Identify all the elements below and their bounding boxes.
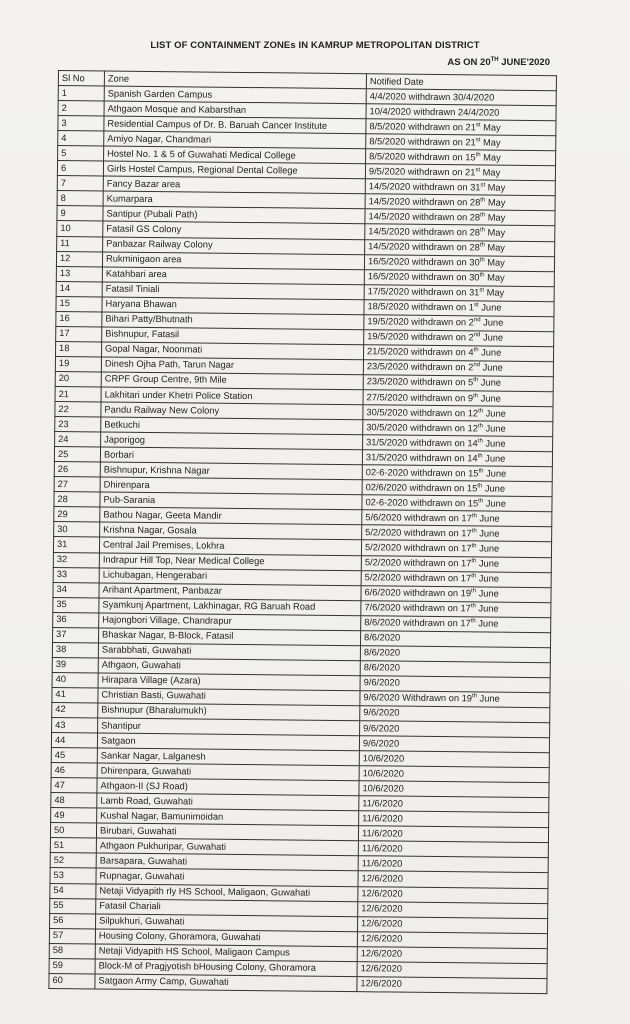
row-zone: Bishnupur, Krishna Nagar [100,462,362,480]
date-text: 16/5/2020 withdrawn on 30 [367,271,480,283]
date-month: June [482,483,506,494]
date-text: 31/5/2020 withdrawn on 14 [365,451,478,464]
row-sl-no: 6 [57,161,103,177]
date-month: June [483,408,506,419]
date-ordinal: th [477,422,483,429]
date-month: May [484,242,506,253]
date-month: June [478,377,502,389]
date-month: May [480,122,501,133]
date-text: 5/2/2020 withdrawn on 17 [364,542,472,554]
date-ordinal: nd [473,317,481,324]
row-sl-no: 4 [58,131,104,147]
row-sl-no: 41 [52,687,98,703]
date-text: 16/5/2020 withdrawn on 30 [367,256,480,268]
date-month: May [484,227,506,238]
date-text: 5/2/2020 withdrawn on 17 [365,527,472,539]
row-zone: Arihant Apartment, Panbazar [99,583,361,601]
row-sl-no: 7 [57,176,103,192]
row-zone: Kumarpara [103,191,365,209]
row-zone: Netaji Vidyapith rly HS School, Maligaon, Guwahati [96,883,358,901]
date-ordinal: th [470,618,476,625]
date-text: 8/5/2020 withdrawn on 21 [369,135,476,148]
date-text: 19/5/2020 withdrawn on 2 [367,316,474,328]
date-ordinal: th [475,152,481,159]
row-sl-no: 37 [53,627,99,643]
row-zone: Kushal Nagar, Bamunimoidan [97,808,359,826]
row-sl-no: 42 [52,702,98,718]
row-zone: Dhirenpara [100,477,362,495]
row-sl-no: 56 [50,913,96,929]
row-zone: Bishnupur, Fatasil [102,327,364,345]
date-month: June [482,438,506,449]
date-text: 23/5/2020 withdrawn on 2 [366,361,474,373]
row-zone: Residential Campus of Dr. B. Baruah Cancer Institute [104,116,366,134]
date-text: 12/6/2020 [360,948,403,959]
date-ordinal: th [473,392,479,399]
row-sl-no: 17 [56,326,102,342]
as-on-sup: TH [490,56,499,63]
row-sl-no: 16 [56,311,102,327]
date-month: June [478,302,502,313]
row-sl-no: 52 [50,853,96,869]
date-text: 4/4/2020 withdrawn 30/4/2020 [369,90,495,103]
row-zone: Lichubagan, Hengerabari [99,568,361,586]
date-text: 5/6/2020 withdrawn on 17 [365,512,472,524]
row-sl-no: 1 [58,86,104,102]
row-zone: Amiyo Nagar, Chandmari [104,131,366,149]
row-sl-no: 53 [50,868,96,884]
row-zone: Dhirenpara, Guwahati [97,763,359,781]
date-month: June [482,423,506,434]
row-zone: Housing Colony, Ghoramora, Guwahati [95,929,357,947]
row-zone: Japorigog [101,432,363,450]
row-sl-no: 27 [54,477,100,493]
row-zone: Bathou Nagar, Geeta Mandir [100,507,362,525]
date-text: 27/5/2020 withdrawn on 9 [366,391,474,403]
table-body [49,86,556,994]
row-sl-no: 60 [49,973,95,989]
row-zone: Fatasil Chariali [96,899,358,917]
date-ordinal: th [478,468,484,475]
date-text: 8/6/2020 withdrawn on 17 [364,617,471,629]
date-ordinal: st [479,287,485,294]
row-zone: Athgaon, Guwahati [98,658,360,676]
date-ordinal: th [477,437,483,445]
row-zone: Krishna Nagar, Gosala [100,522,362,540]
date-month: May [480,167,501,178]
row-sl-no: 14 [56,281,102,297]
date-month: June [476,543,500,554]
date-text: 18/5/2020 withdrawn on 1 [367,301,475,313]
row-sl-no: 36 [53,612,99,628]
row-zone: Lakhitari under Khetri Police Station [101,387,363,405]
date-month: June [475,588,499,599]
date-month: June [475,603,499,614]
date-month: May [483,287,505,298]
row-sl-no: 13 [56,266,102,282]
date-text: 11/6/2020 [361,828,403,839]
date-text: 12/6/2020 [360,933,403,944]
row-zone: Girls Hostel Campus, Regional Dental College [103,161,365,179]
row-zone: Athgaon Mosque and Kabarsthan [104,101,366,119]
row-zone: Silpukhuri, Guwahati [96,914,358,932]
date-ordinal: th [471,693,478,700]
row-sl-no: 35 [53,597,99,613]
row-sl-no: 39 [52,657,98,673]
date-text: 30/5/2020 withdrawn on 12 [366,421,478,434]
as-on-suffix: JUNE'2020 [498,57,550,68]
date-ordinal: st [475,167,481,174]
date-text: 12/6/2020 [361,888,403,899]
date-text: 11/6/2020 [362,813,403,824]
row-sl-no: 15 [56,296,102,312]
header-sl-no: Sl No [58,71,104,87]
row-sl-no: 5 [58,146,104,162]
date-month: May [485,182,506,193]
header-notified-date: Notified Date [366,74,556,91]
date-text: 02/6/2020 withdrawn on 15 [365,482,478,494]
row-zone: Hajongbori Village, Chandrapur [99,613,361,631]
date-text: 10/6/2020 [362,752,405,764]
row-zone: Netaji Vidyapith HS School, Maligaon Campus [95,944,357,962]
containment-zones-table [48,70,557,994]
date-text: 17/5/2020 withdrawn on 31 [367,286,480,298]
date-text: 02-6-2020 withdrawn on 15 [365,466,479,479]
row-sl-no: 55 [50,898,96,914]
date-ordinal: st [480,182,486,189]
row-zone: Pub-Sarania [100,492,362,510]
date-text: 14/5/2020 withdrawn on 28 [368,241,480,253]
row-zone: Santipur (Pubali Path) [103,206,365,224]
row-sl-no: 11 [57,236,103,252]
date-month: May [485,197,506,208]
row-zone: Bhaskar Nagar, B-Block, Fatasil [99,628,361,646]
row-sl-no: 32 [53,552,99,568]
row-sl-no: 22 [55,402,101,418]
date-text: 02-6-2020 withdrawn on 15 [365,497,479,509]
date-text: 10/4/2020 withdrawn 24/4/2020 [369,105,500,118]
date-text: 12/6/2020 [361,918,403,929]
date-text: 9/6/2020 [363,722,400,734]
row-sl-no: 21 [55,386,101,402]
date-ordinal: th [470,603,476,610]
row-sl-no: 31 [53,537,99,553]
date-ordinal: st [475,121,481,128]
row-sl-no: 2 [58,101,104,117]
row-zone: Central Jail Premises, Lokhra [99,537,361,555]
date-ordinal: th [479,272,485,279]
row-zone: Fancy Bazar area [103,176,365,194]
date-text: 9/6/2020 [363,707,400,719]
date-ordinal: th [473,377,479,384]
row-sl-no: 19 [55,356,101,372]
date-month: June [476,693,500,705]
row-sl-no: 10 [57,221,103,237]
date-ordinal: nd [473,332,481,339]
row-zone: Hostel No. 1 & 5 of Guwahati Medical College [104,146,366,164]
date-text: 19/5/2020 withdrawn on 2 [367,331,474,343]
as-on-prefix: AS ON 20 [447,57,491,68]
row-zone: Birubari, Guwahati [96,823,358,841]
date-text: 8/6/2020 [363,662,401,673]
date-text: 14/5/2020 withdrawn on 28 [368,196,481,208]
date-text: 8/6/2020 [364,632,401,643]
date-ordinal: nd [473,362,481,369]
date-ordinal: st [475,136,481,144]
date-text: 9/6/2020 Withdrawn on 19 [363,692,473,704]
row-zone: Pandu Railway New Colony [101,402,363,420]
date-ordinal: th [480,212,486,219]
header-zone: Zone [104,71,366,89]
date-month: June [478,392,501,404]
row-sl-no: 51 [50,838,96,854]
date-text: 10/6/2020 [362,767,405,779]
row-sl-no: 30 [54,522,100,538]
row-sl-no: 47 [51,778,97,794]
row-sl-no: 24 [55,432,101,448]
date-text: 9/6/2020 [362,737,400,749]
row-zone: Bihari Patty/Bhutnath [102,312,364,330]
date-month: June [476,558,500,569]
date-month: May [480,152,501,163]
row-zone: Syamkunj Apartment, Lakhinagar, RG Baruah Road [99,598,361,616]
row-sl-no: 9 [57,206,103,222]
row-sl-no: 54 [50,883,96,899]
row-zone: Gopal Nagar, Noonmati [101,342,363,360]
date-month: May [485,212,506,223]
row-sl-no: 59 [49,958,95,974]
row-sl-no: 46 [51,763,97,779]
row-zone: Satgaon [97,733,359,751]
date-ordinal: th [471,573,477,580]
date-ordinal: th [473,347,479,354]
date-ordinal: th [471,558,477,565]
date-month: May [480,137,501,148]
row-sl-no: 25 [54,447,100,463]
date-ordinal: th [479,227,486,234]
date-text: 14/5/2020 withdrawn on 28 [368,211,481,223]
row-sl-no: 40 [52,672,98,688]
date-text: 7/6/2020 withdrawn on 17 [364,602,471,614]
row-zone: Block-M of Pragjyotish bHousing Colony, Ghoramora [95,959,357,977]
date-ordinal: th [477,453,483,460]
row-zone: CRPF Group Centre, 9th Mile [101,372,363,390]
row-zone: Christian Basti, Guwahati [98,688,360,706]
date-text: 12/6/2020 [361,873,403,884]
row-sl-no: 34 [53,582,99,598]
date-ordinal: th [479,242,485,249]
row-sl-no: 3 [58,116,104,132]
date-month: June [478,347,502,359]
row-zone: Indrapur Hill Top, Near Medical College [99,552,361,570]
date-text: 14/5/2020 withdrawn on 31 [368,181,481,193]
row-sl-no: 26 [54,462,100,478]
row-sl-no: 57 [49,928,95,944]
row-zone: Shantipur [98,718,360,736]
row-zone: Panbazar Railway Colony [103,236,365,254]
date-ordinal: th [471,528,477,535]
date-text: 12/6/2020 [360,963,403,974]
date-ordinal: th [478,407,484,414]
date-text: 9/5/2020 withdrawn on 21 [368,166,476,178]
date-month: June [475,618,499,629]
date-text: 11/6/2020 [361,843,403,854]
date-month: May [484,272,505,283]
row-sl-no: 50 [50,823,96,839]
date-month: May [484,257,505,268]
date-text: 9/6/2020 [363,677,400,689]
row-zone: Katahbari area [102,267,364,285]
row-zone: Satgaon Army Camp, Guwahati [95,974,357,992]
date-ordinal: st [474,302,479,309]
date-ordinal: th [471,588,477,595]
row-zone: Fatasil GS Colony [103,221,365,239]
date-month: June [483,468,507,479]
row-zone: Lamb Road, Guwahati [97,793,359,811]
row-sl-no: 8 [57,191,103,207]
row-zone: Sankar Nagar, Lalganesh [97,748,359,766]
date-text: 23/5/2020 withdrawn on 5 [366,376,474,388]
date-text: 31/5/2020 withdrawn on 14 [366,436,478,449]
row-sl-no: 43 [52,717,98,733]
date-text: 5/2/2020 withdrawn on 17 [364,572,472,584]
row-notified-date [357,976,547,993]
row-sl-no: 44 [51,733,97,749]
row-sl-no: 58 [49,943,95,959]
date-text: 21/5/2020 withdrawn on 4 [367,346,474,358]
row-zone: Athgaon Pukhuripar, Guwahati [96,838,358,856]
row-zone: Hirapara Village (Azara) [98,673,360,691]
date-month: June [482,453,506,464]
date-text: 8/5/2020 withdrawn on 21 [369,120,476,133]
date-month: June [480,362,503,374]
row-zone: Fatasil Tiniali [102,282,364,300]
date-text: 12/6/2020 [361,903,403,914]
date-text: 5/2/2020 withdrawn on 17 [364,557,472,569]
row-sl-no: 18 [56,341,102,357]
date-text: 11/6/2020 [361,858,403,869]
row-sl-no: 45 [51,748,97,764]
row-sl-no: 33 [53,567,99,583]
document-title: LIST OF CONTAINMENT ZONEs IN KAMRUP METROPOLITAN DISTRICT [150,40,480,51]
row-zone: Bishnupur (Bharalumukh) [98,703,360,721]
date-month: June [476,513,500,524]
row-sl-no: 49 [51,808,97,824]
date-ordinal: th [479,257,485,264]
date-ordinal: th [471,513,477,520]
row-sl-no: 23 [55,417,101,433]
row-sl-no: 20 [55,371,101,387]
date-text: 8/5/2020 withdrawn on 15 [369,151,476,163]
date-text: 12/6/2020 [360,978,402,989]
date-text: 30/5/2020 withdrawn on 12 [366,406,479,418]
row-zone: Betkuchi [101,417,363,435]
row-zone: Borbari [100,447,362,465]
date-text: 14/5/2020 withdrawn on 28 [368,226,481,238]
row-zone: Barsapara, Guwahati [96,853,358,871]
row-sl-no: 28 [54,492,100,508]
date-ordinal: th [471,543,477,550]
date-month: June [480,317,504,328]
row-zone: Rukminigaon area [102,252,364,270]
date-month: June [476,528,500,539]
date-month: June [483,498,506,509]
date-ordinal: th [480,197,486,204]
row-zone: Rupnagar, Guwahati [96,868,358,886]
date-month: June [480,332,504,343]
date-text: 6/6/2020 withdrawn on 19 [364,587,472,599]
date-ordinal: th [478,498,484,505]
date-text: 10/6/2020 [362,782,404,794]
date-text: 11/6/2020 [362,797,404,809]
row-zone: Sarabbhati, Guwahati [98,643,360,661]
date-ordinal: th [477,483,483,490]
date-month: June [476,573,499,584]
row-zone: Haryana Bhawan [102,297,364,315]
row-sl-no: 48 [51,793,97,809]
row-zone: Spanish Garden Campus [104,86,366,104]
row-zone: Athgaon-II (SJ Road) [97,778,359,796]
row-sl-no: 29 [54,507,100,523]
row-sl-no: 12 [56,251,102,267]
date-text: 8/6/2020 [363,647,401,658]
row-zone: Dinesh Ojha Path, Tarun Nagar [101,357,363,375]
as-on-date [447,57,550,68]
row-sl-no: 38 [52,642,98,658]
